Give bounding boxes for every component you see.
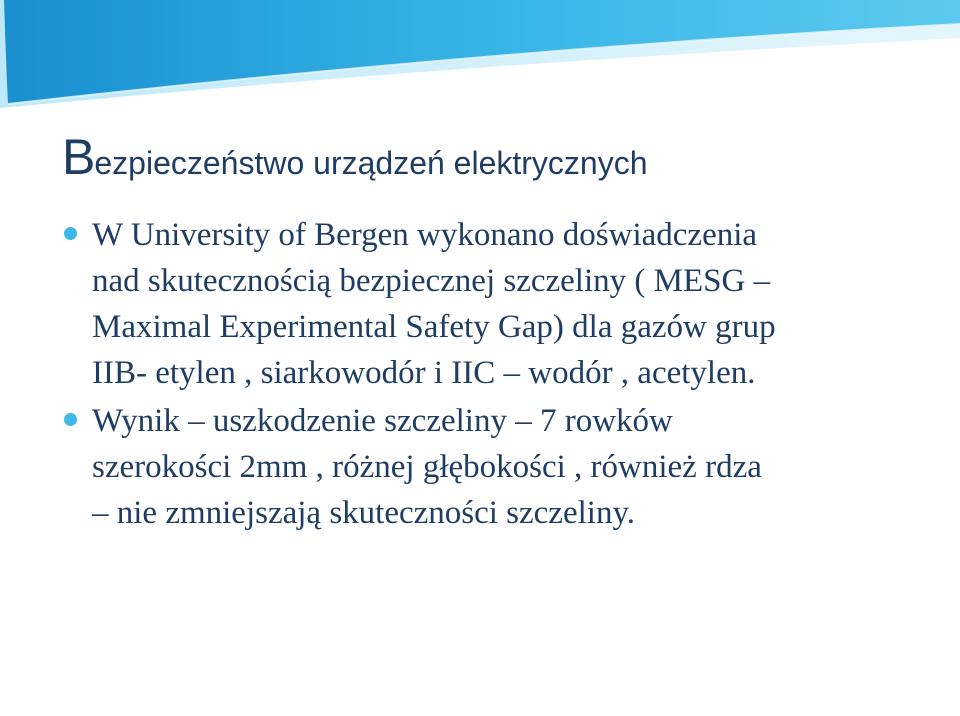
header-banner bbox=[0, 0, 960, 120]
bullet-line: Maximal Experimental Safety Gap) dla gazów grup bbox=[92, 309, 776, 345]
bullet-dot-icon bbox=[64, 227, 77, 240]
bullet-line: nad skutecznością bezpiecznej szczeliny ( MESG – bbox=[92, 263, 771, 299]
bullet-item bbox=[66, 212, 926, 396]
bullet-line: Wynik – uszkodzenie szczeliny – 7 rowków bbox=[92, 403, 673, 439]
title-initial: B bbox=[62, 129, 95, 185]
bullet-line: IIB- etylen , siarkowodór i IIC – wodór , acetylen. bbox=[92, 355, 756, 391]
slide-title bbox=[62, 128, 648, 186]
title-text: ezpieczeństwo urządzeń elektrycznych bbox=[94, 145, 648, 181]
bullet-line: szerokości 2mm , różnej głębokości , również rdza bbox=[92, 449, 762, 485]
bullet-item bbox=[66, 398, 926, 536]
bullet-list bbox=[66, 212, 926, 538]
bullet-line: – nie zmniejszają skuteczności szczeliny. bbox=[92, 495, 636, 531]
bullet-line: W University of Bergen wykonano doświadczenia bbox=[92, 217, 758, 253]
bullet-dot-icon bbox=[64, 413, 77, 426]
